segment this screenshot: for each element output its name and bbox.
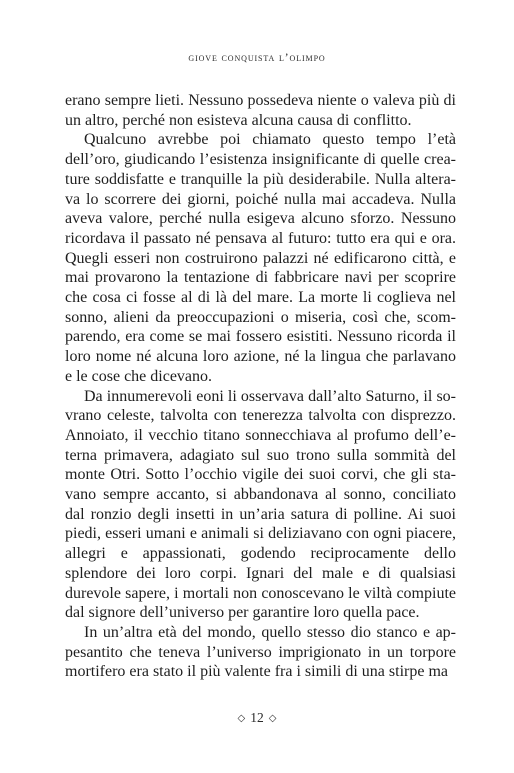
- running-head: giove conquista l’olimpo: [188, 52, 326, 64]
- page-footer: [0, 710, 514, 726]
- paragraph: erano sempre lieti. Nessuno possedeva niente o valeva più di un altro, perché non esisteva alcuna causa di conflitto.: [65, 92, 456, 129]
- diamond-ornament-icon: ◇: [237, 713, 246, 724]
- diamond-ornament-icon: ◇: [268, 713, 277, 724]
- paragraph: Da innumerevoli eoni li osservava dall’alto Saturno, il sovrano celeste, talvolta con tenerezza talvolta con disprezzo. Annoiato, il vecchio titano sonnecchiava al profumo dell’eterna primavera, adagiato sul suo trono sulla sommità del monte Otri. Sotto l’occhio vigile dei suoi corvi, che gli stavano sempre accanto, si abbandonava al sonno, conciliato dal ronzio degli insetti in un’aria satura di polline. Ai suoi piedi, esseri umani e animali si deliziavano con ogni piacere, allegri e appassionati, godendo reciprocamente dello splendore dei loro corpi. Ignari del male e di qualsiasi durevole sapere, i mortali non conoscevano le viltà compiute dal signore dell’universo per garantire loro quella pace.: [65, 387, 456, 622]
- paragraph: In un’altra età del mondo, quello stesso dio stanco e appesantito che teneva l’universo imprigionato in un torpore mortifero era stato il più valente fra i simili di una stirpe ma: [65, 623, 456, 681]
- page-number: 12: [250, 710, 264, 725]
- body-text: [65, 91, 456, 682]
- paragraph: Qualcuno avrebbe poi chiamato questo tempo l’età dell’oro, giudicando l’esistenza insignificante di quelle creature soddisfatte e tranquille la più desiderabile. Nulla alterava lo scorrere dei giorni, poiché nulla mai accadeva. Nulla aveva valore, perché nulla esigeva alcuno sforzo. Nessuno ricordava il passato né pensava al futuro: tutto era qui e ora. Quegli esseri non costruirono palazzi né edificarono città, e mai provarono la tentazione di fabbricare navi per scoprire che cosa ci fosse al di là del mare. La morte li coglieva nel sonno, alieni da preoccupazioni o miseria, così che, scomparendo, era come se mai fossero esistiti. Nessuno ricorda il loro nome né alcuna loro azione, né la lingua che parlavano e le cose che dicevano.: [65, 131, 456, 385]
